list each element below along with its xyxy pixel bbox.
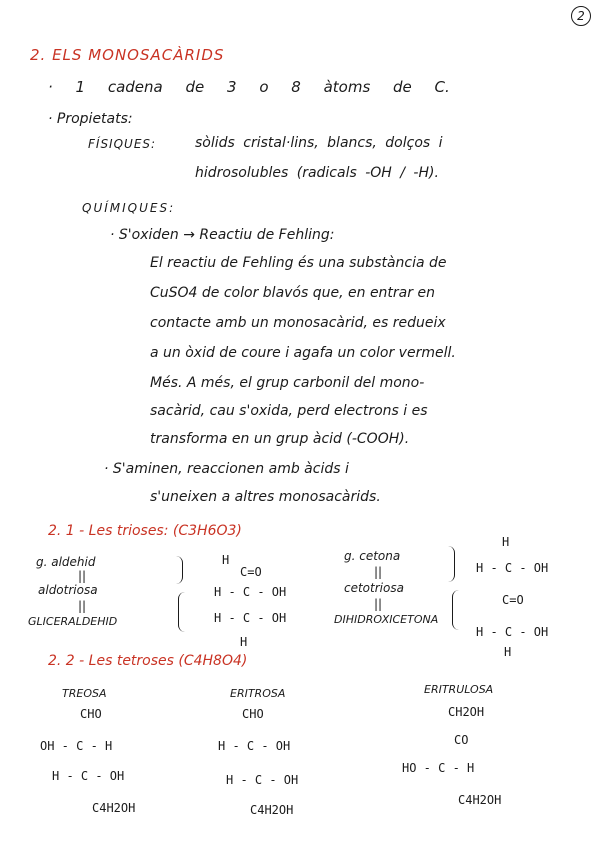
dihidroxicetona-struct-co: C=O	[502, 593, 524, 607]
fisiques-label: FÍSIQUES:	[88, 137, 157, 151]
cetona-equals-2: ||	[374, 597, 383, 611]
propietats-label: · Propietats:	[48, 111, 133, 127]
aminen-line-1: · S'aminen, reaccionen amb àcids i	[104, 461, 349, 477]
fehling-line-4: a un òxid de coure i agafa un color vermell.	[150, 345, 456, 361]
treosa-line-2: OH - C - H	[40, 739, 113, 753]
treosa-line-4: C4H2OH	[92, 801, 136, 815]
dihidroxicetona-struct-c2: H - C - OH	[476, 625, 549, 639]
eritrosa-line-3: H - C - OH	[226, 773, 299, 787]
eritrosa-line-1: CHO	[242, 707, 264, 721]
treosa-line-3: H - C - OH	[52, 769, 125, 783]
aminen-line-2: s'uneixen a altres monosacàrids.	[150, 489, 381, 505]
eritrulosa-line-4: C4H2OH	[458, 793, 502, 807]
eritrosa-line-2: H - C - OH	[218, 739, 291, 753]
fehling-line-7: transforma en un grup àcid (-COOH).	[150, 431, 410, 447]
fehling-line-3: contacte amb un monosacàrid, es redueix	[150, 315, 446, 331]
cetona-equals-1: ||	[374, 565, 383, 579]
aldehid-brace-bottom	[178, 592, 185, 632]
bullet-carbon-chain: · 1 cadena de 3 o 8 àtoms de C.	[48, 78, 450, 96]
gliceraldehid-label: GLICERALDEHID	[28, 615, 118, 628]
dihidroxicetona-struct-h-top: H	[502, 535, 510, 549]
aldehid-equals-1: ||	[78, 569, 87, 583]
fehling-line-5: Més. A més, el grup carbonil del mono-	[150, 375, 425, 391]
cetona-brace-top	[448, 546, 455, 582]
eritrulosa-line-2: CO	[454, 733, 469, 747]
eritrosa-name: ERITROSA	[230, 687, 286, 700]
gliceraldehid-struct-c1: H - C - OH	[214, 585, 287, 599]
cetona-brace-bottom	[452, 590, 459, 630]
reactiu-heading: · S'oxiden → Reactiu de Fehling:	[110, 227, 335, 243]
eritrulosa-name: ERITRULOSA	[424, 683, 494, 696]
treosa-line-1: CHO	[80, 707, 102, 721]
section-title: 2. ELS MONOSACÀRIDS	[30, 46, 225, 64]
gliceraldehid-struct-h-bottom: H	[240, 635, 248, 649]
fisiques-line-1: sòlids cristal·lins, blancs, dolços i	[195, 135, 443, 151]
page-number: 2	[571, 6, 591, 26]
cetotriosa-label: cetotriosa	[344, 581, 404, 595]
eritrulosa-line-1: CH2OH	[448, 705, 485, 719]
fehling-line-1: El reactiu de Fehling és una substància de	[150, 255, 447, 271]
aldehid-brace-top	[176, 556, 183, 584]
eritrulosa-line-3: HO - C - H	[402, 761, 475, 775]
aldehid-label: g. aldehid	[36, 555, 96, 569]
eritrosa-line-4: C4H2OH	[250, 803, 294, 817]
aldehid-equals-2: ||	[78, 599, 87, 613]
gliceraldehid-struct-c2: H - C - OH	[214, 611, 287, 625]
fehling-line-2: CuSO4 de color blavós que, en entrar en	[150, 285, 435, 301]
trioses-heading: 2. 1 - Les trioses: (C3H6O3)	[48, 523, 242, 539]
dihidroxicetona-struct-h-bottom: H	[504, 645, 512, 659]
fehling-line-6: sacàrid, cau s'oxida, perd electrons i es	[150, 403, 428, 419]
gliceraldehid-struct-co: C=O	[240, 565, 262, 579]
fisiques-line-2: hidrosolubles (radicals -OH / -H).	[195, 165, 439, 181]
aldotriosa-label: aldotriosa	[38, 583, 98, 597]
quimiques-label: QUÍMIQUES:	[82, 201, 176, 215]
treosa-name: TREOSA	[62, 687, 107, 700]
dihidroxicetona-label: DIHIDROXICETONA	[334, 613, 439, 626]
tetroses-heading: 2. 2 - Les tetroses (C4H8O4)	[48, 653, 248, 669]
dihidroxicetona-struct-c1: H - C - OH	[476, 561, 549, 575]
cetona-label: g. cetona	[344, 549, 401, 563]
gliceraldehid-struct-h-top: H	[222, 553, 230, 567]
